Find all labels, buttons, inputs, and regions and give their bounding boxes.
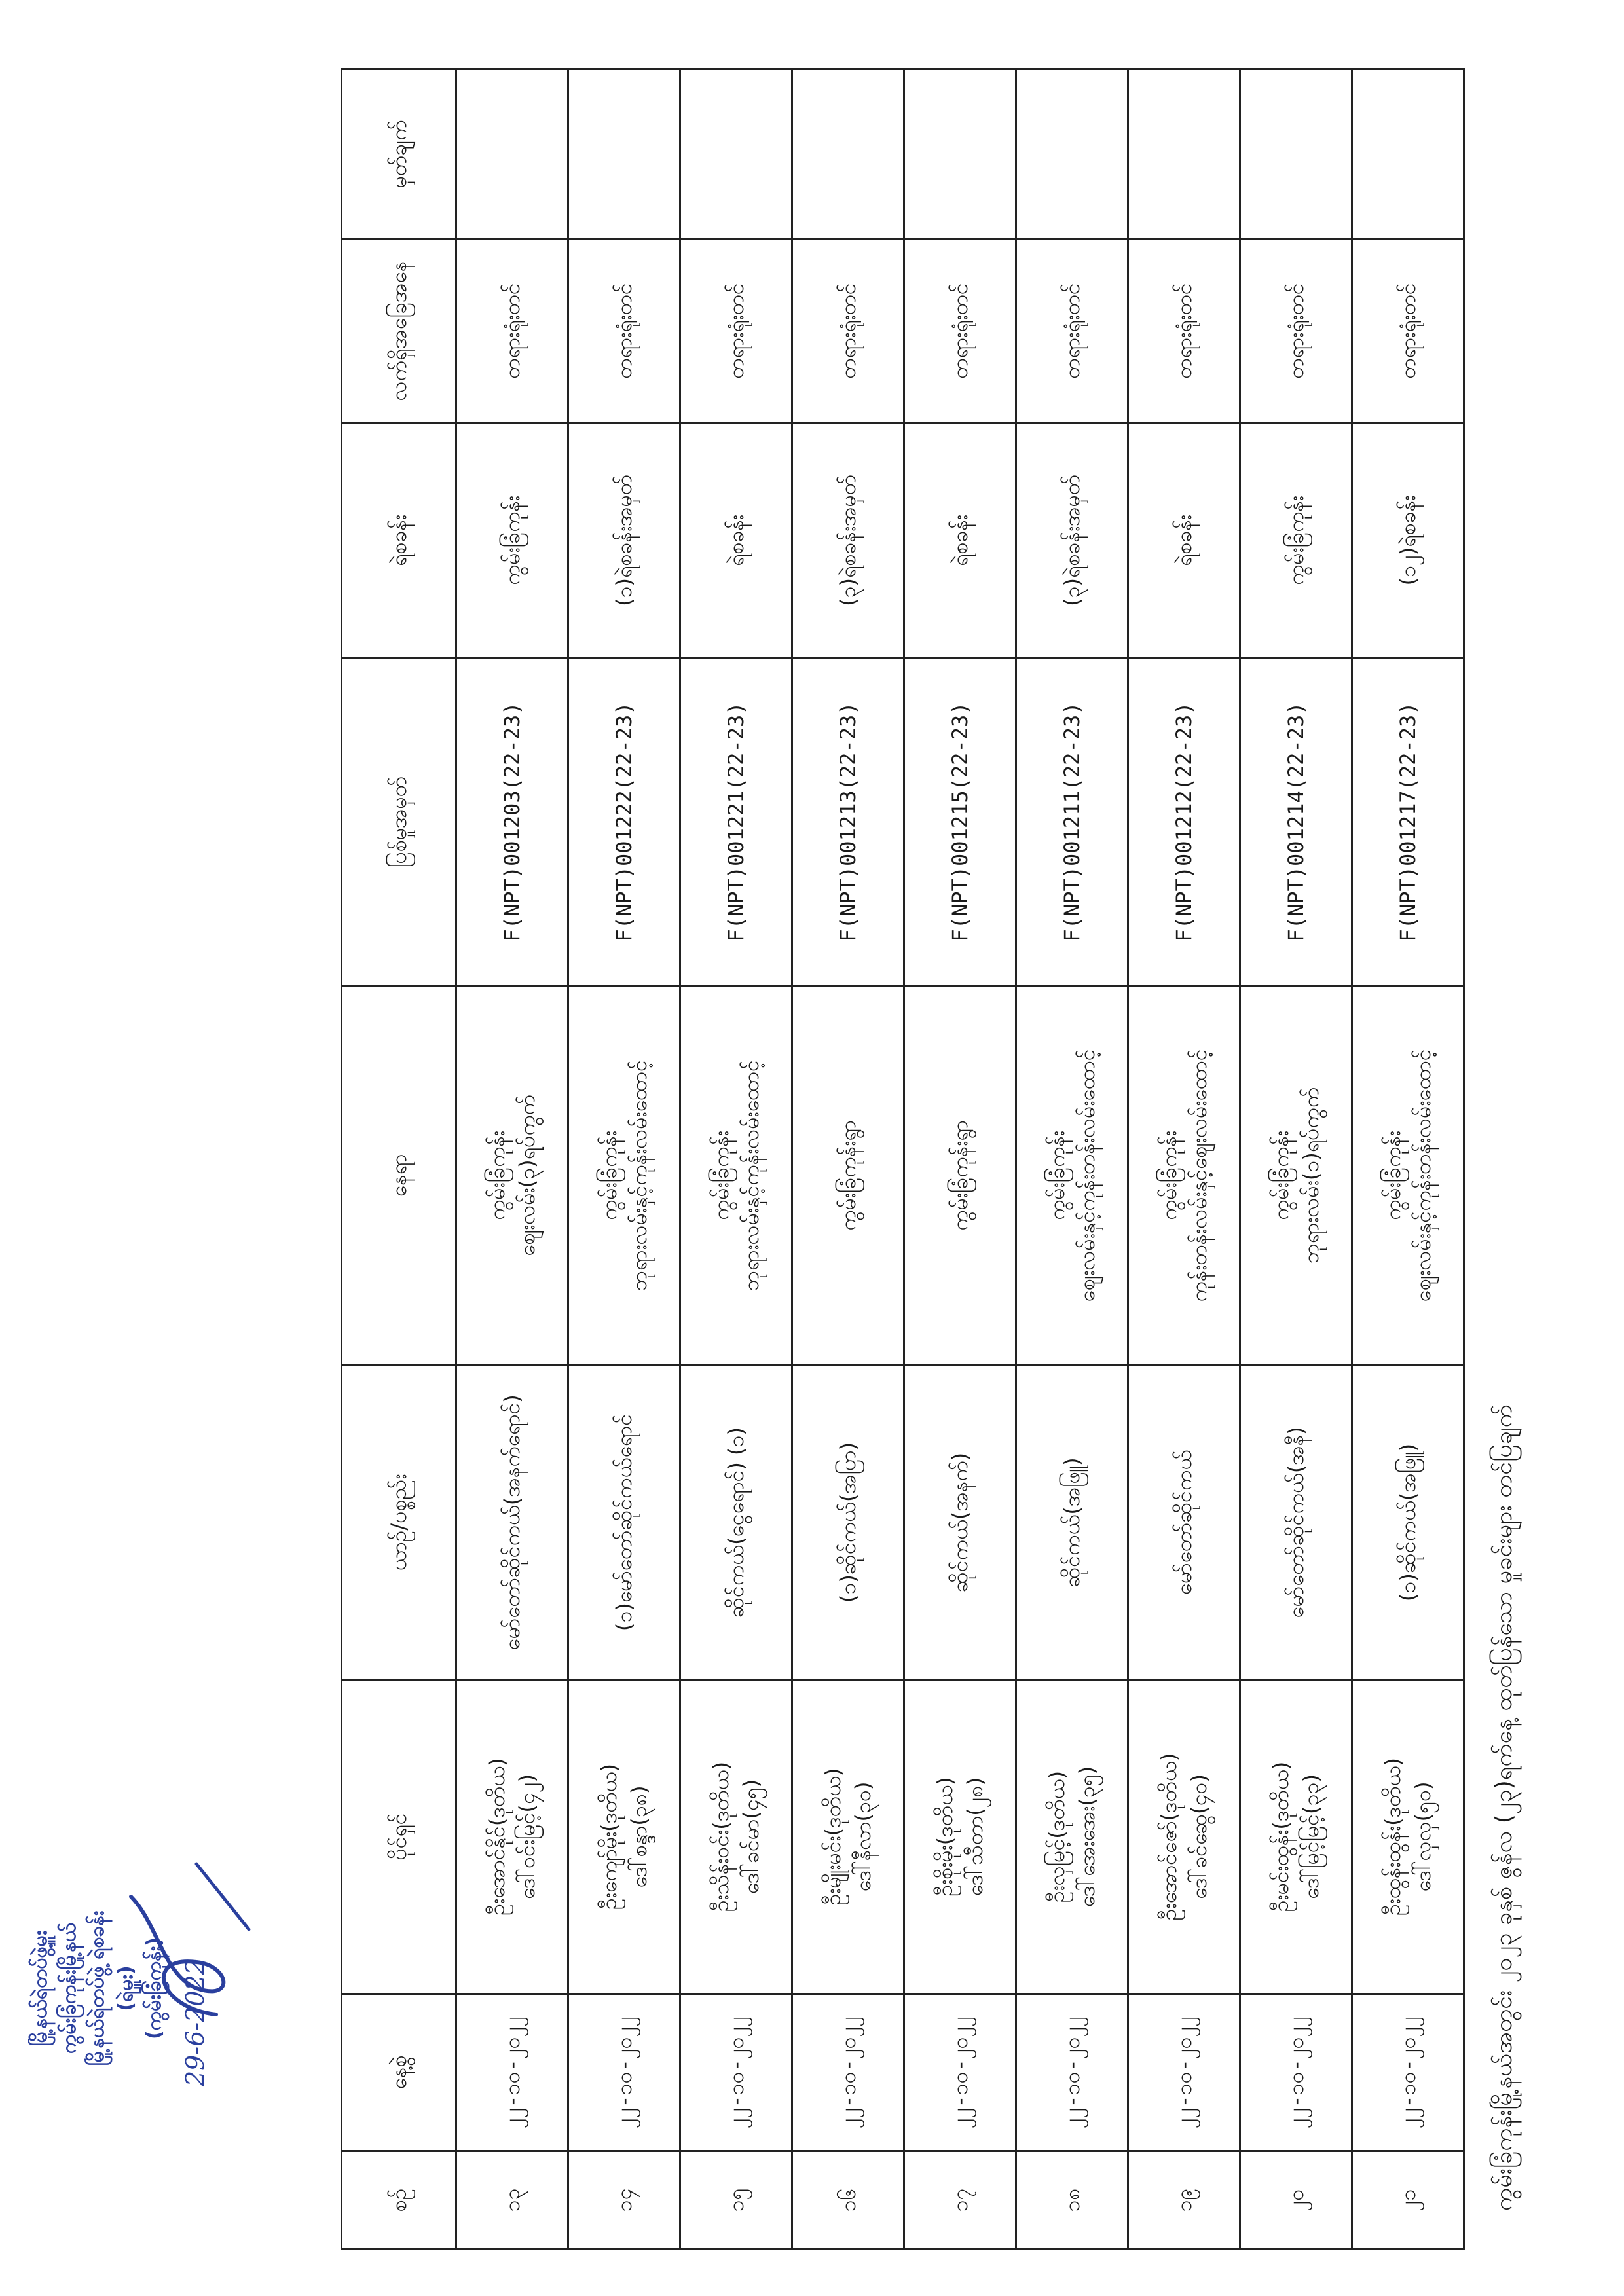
cell-vehicle: ဆိုင်ကယ်(အဖြူ) — [1016, 1366, 1128, 1680]
stamp-line-2: ကွမ်းခြံကုန်းမြို့နယ် — [57, 1923, 81, 2054]
cell-status: တရားရုံးတင် — [456, 240, 568, 423]
cell-owner — [792, 1680, 904, 1994]
cell-date: ၂၂-၁၀-၂၀၂၂ — [1352, 1994, 1464, 2151]
stamp-date: 29-6-2022 — [180, 1959, 210, 2086]
stamp-line-5: (ကွမ်းခြံကုန်း) — [143, 1937, 166, 2039]
cell-case_no: F(NPT)001215(22-23) — [904, 659, 1016, 986]
cell-date: ၂၂-၁၀-၂၀၂၂ — [1128, 1994, 1240, 2151]
cell-location-1: ကွမ်းခြံကုန်း — [1380, 1130, 1405, 1221]
cell-location — [1128, 986, 1240, 1366]
cell-location — [904, 986, 1016, 1366]
cell-owner — [1128, 1680, 1240, 1994]
cell-sr: ၁၆ — [792, 2151, 904, 2250]
cell-owner — [456, 1680, 568, 1994]
cell-owner — [1240, 1680, 1352, 1994]
header-status: လက်ရှိအခြေအနေ — [342, 240, 456, 423]
table-row — [456, 69, 568, 2250]
cell-case_no: F(NPT)001221(22-23) — [680, 659, 792, 986]
cell-location-1: ကွမ်းခြံကုန်း — [708, 1130, 733, 1221]
table-row — [1016, 69, 1128, 2250]
cell-location — [792, 986, 904, 1366]
cell-owner-1: ဦးသိန်းဝင်း(ဒုတိယ) — [708, 1761, 733, 1912]
cell-status: တရားရုံးတင် — [1352, 240, 1464, 423]
cell-location-1: ကွမ်းခြံကုန်း — [484, 1130, 509, 1221]
cell-sr: ၂၁ — [1352, 2151, 1464, 2250]
cell-station: ရဲစခန်း — [680, 423, 792, 659]
cell-owner-2: ဒေါ်ခင်ဆွေ(၄၀) — [1187, 1774, 1211, 1900]
cell-status: တရားရုံးတင် — [568, 240, 680, 423]
table-header-row — [342, 69, 456, 2250]
cell-remark — [904, 69, 1016, 240]
cell-vehicle: (၁)ဆိုင်ကယ်(အပြာ) — [792, 1366, 904, 1680]
header-sr: စဉ် — [342, 2151, 456, 2250]
cell-vehicle: မော်တော်ဆိုင်ကယ်(အနီ) — [1240, 1366, 1352, 1680]
cell-remark — [792, 69, 904, 240]
cell-location-2: ဈေးလမ်း(၃)ရပ်ကွက် — [515, 1095, 540, 1256]
cell-location-2: ဈေးလမ်းနှင့်ကုန်းတန်းလမ်းထောင့် — [1075, 1049, 1099, 1302]
cell-sr: ၁၇ — [904, 2151, 1016, 2250]
table-row — [1128, 69, 1240, 2250]
cell-status: တရားရုံးတင် — [904, 240, 1016, 423]
cell-location — [1016, 986, 1128, 1366]
cell-vehicle: ဆိုင်ကယ်(ငွေရောင်) (၁) — [680, 1366, 792, 1680]
cell-owner — [1352, 1680, 1464, 1994]
cell-date: ၂၂-၁၀-၂၀၂၂ — [456, 1994, 568, 2151]
cell-location-2: ဘုရားလမ်းနှင့်ကုန်းလမ်းထောင့် — [739, 1060, 764, 1291]
cell-remark — [680, 69, 792, 240]
cell-station: ကွမ်းခြံကုန်း — [1240, 423, 1352, 659]
cell-status: တရားရုံးတင် — [1016, 240, 1128, 423]
cell-station: ရဲစခန်း — [904, 423, 1016, 659]
header-case-no: ပြစ်မှုအမှတ် — [342, 659, 456, 986]
cell-owner-1: ဦးစိုးမိုး(ဒုတိယ) — [932, 1777, 957, 1897]
cell-vehicle: (၁)မော်တော်ဆိုင်ကယ်ရောင် — [568, 1366, 680, 1680]
cell-owner-2: ဒေါ်မြင့်မြင့်(၃၃) — [1299, 1774, 1323, 1900]
cell-owner-1: ဦးအောင်နိုင်(ဒုတိယ) — [484, 1758, 509, 1916]
cell-remark — [1240, 69, 1352, 240]
cell-location-2: ဈေးလမ်းနှင့်ကုန်းတန်းလမ်းထောင့် — [1411, 1049, 1435, 1302]
cell-owner-2: ဒေါ်စန္ဒာ(၃၈) — [627, 1785, 652, 1888]
table-row — [1240, 69, 1352, 2250]
cell-owner — [904, 1680, 1016, 1994]
document-title: ကွမ်းခြံကုန်းမြို့နယ်အတွင်း ၂၀၂၃ ခုနှစ် ဇွန်လ (၂၃)ရက်နေ့ ထုတ်ပြန်သော မှုခင်းများ တင်ပြချက် — [1490, 1404, 1517, 2211]
cell-case_no: F(NPT)001213(22-23) — [792, 659, 904, 986]
case-table — [341, 68, 1465, 2250]
cell-location-1: ကွမ်းခြံကုန်း — [1268, 1130, 1293, 1221]
cell-status: တရားရုံးတင် — [792, 240, 904, 423]
header-remark: မှတ်ချက် — [342, 69, 456, 240]
cell-station: (၃)ရဲစခန်းအမှတ် — [792, 423, 904, 659]
cell-owner — [680, 1680, 792, 1994]
cell-date: ၂၂-၁၀-၂၀၂၂ — [1240, 1994, 1352, 2151]
cell-case_no: F(NPT)001212(22-23) — [1128, 659, 1240, 986]
cell-date: ၂၂-၁၀-၂၀၂၂ — [568, 1994, 680, 2151]
cell-remark — [1128, 69, 1240, 240]
cell-location-2: ဘုရားလမ်း(၁)ရပ်ကွက် — [1299, 1087, 1323, 1264]
cell-location — [680, 986, 792, 1366]
cell-sr: ၁၃ — [456, 2151, 568, 2250]
cell-vehicle: မော်တော်ဆိုင်ကယ်(အနက်ရောင်) — [456, 1366, 568, 1680]
cell-owner-2: ဒေါ်အေးအေး(၃၅) — [1075, 1766, 1099, 1908]
cell-vehicle: မော်တော်ဆိုင်ကယ် — [1128, 1366, 1240, 1680]
cell-location-1: ကွမ်းခြံကုန်း — [1156, 1130, 1181, 1221]
stamp-line-3: မြို့နယ်ရဲတပ်ဖွဲ့ ရဲစခန်း — [86, 1910, 109, 2066]
cell-owner-1: ဦးထွန်းထွန်း(ဒုတိယ) — [1380, 1758, 1405, 1916]
cell-date: ၂၂-၁၀-၂၀၂၂ — [680, 1994, 792, 2151]
cell-date: ၂၂-၁၀-၂၀၂၂ — [904, 1994, 1016, 2151]
cell-owner-1: ဦးလှမြင့်(ဒုတိယ) — [1044, 1770, 1069, 1903]
cell-location-1: ကွမ်းခြံကုန်းရွာ — [835, 1120, 860, 1231]
cell-sr: ၁၅ — [680, 2151, 792, 2250]
stamp-line-4: (ရဲမှူး) — [114, 1965, 138, 2011]
cell-location-1: ကွမ်းခြံကုန်းရွာ — [947, 1120, 972, 1231]
cell-location-2: ဘုရားလမ်းနှင့်ကုန်းလမ်းထောင့် — [627, 1060, 652, 1291]
cell-owner — [1016, 1680, 1128, 1994]
cell-case_no: F(NPT)001214(22-23) — [1240, 659, 1352, 986]
header-owner: ပိုင်ရှင် — [342, 1680, 456, 1994]
header-station: ရဲစခန်း — [342, 423, 456, 659]
cell-owner-1: ဦးကျော်မိုး(ဒုတိယ) — [596, 1763, 621, 1910]
cell-owner-1: ဦးအောင်ဇော်(ဒုတိယ) — [1156, 1753, 1181, 1921]
cell-location — [1240, 986, 1352, 1366]
cell-station: (၁)ရဲစခန်းအမှတ် — [568, 423, 680, 659]
header-vehicle: ယာဉ်/ပစ္စည်း — [342, 1366, 456, 1680]
cell-vehicle: ဆိုင်ကယ်(အနက်) — [904, 1366, 1016, 1680]
signature-icon — [118, 1857, 268, 2028]
official-stamp — [26, 1779, 210, 2198]
cell-case_no: F(NPT)001203(22-23) — [456, 659, 568, 986]
cell-remark — [456, 69, 568, 240]
cell-status: တရားရုံးတင် — [1240, 240, 1352, 423]
cell-case_no: F(NPT)001222(22-23) — [568, 659, 680, 986]
cell-remark — [1352, 69, 1464, 240]
cell-vehicle: (၁)ဆိုင်ကယ်(အဖြူ) — [1352, 1366, 1464, 1680]
table-row — [680, 69, 792, 2250]
cell-owner-2: ဒေါ်လှလှ(၅၀) — [1411, 1781, 1435, 1892]
cell-location — [1352, 986, 1464, 1366]
cell-owner-1: ဦးမင်းထွန်း(ဒုတိယ) — [1268, 1761, 1293, 1912]
cell-remark — [1016, 69, 1128, 240]
table-row — [1352, 69, 1464, 2250]
table-row — [904, 69, 1016, 2250]
table-row — [792, 69, 904, 2250]
header-date: နေ့စွဲ — [342, 1994, 456, 2151]
cell-station: ကွမ်းခြံကုန်း — [456, 423, 568, 659]
cell-owner-2: ဒေါ်နီလာ(၃၀) — [851, 1781, 876, 1892]
header-location: နေရာ — [342, 986, 456, 1366]
cell-status: တရားရုံးတင် — [1128, 240, 1240, 423]
cell-location — [568, 986, 680, 1366]
cell-owner-2: ဒေါ်ခင်မာ(၄၅) — [739, 1779, 764, 1895]
cell-sr: ၁၈ — [1016, 2151, 1128, 2250]
cell-date: ၂၂-၁၀-၂၀၂၂ — [792, 1994, 904, 2151]
cell-owner-2: ဒေါ်ဝင်းမြင့်(၄၂) — [515, 1774, 540, 1900]
cell-location-1: ကွမ်းခြံကုန်း — [596, 1130, 621, 1221]
cell-case_no: F(NPT)001211(22-23) — [1016, 659, 1128, 986]
cell-owner-1: ဦးမျိုးမင်း(ဒုတိယ) — [820, 1768, 845, 1906]
cell-owner-2: ဒေါ်သီတာ(၂၈) — [963, 1777, 987, 1897]
cell-station: (၃)ရဲစခန်းအမှတ် — [1016, 423, 1128, 659]
cell-sr: ၁၉ — [1128, 2151, 1240, 2250]
cell-status: တရားရုံးတင် — [680, 240, 792, 423]
cell-station: ရဲစခန်း — [1128, 423, 1240, 659]
cell-owner — [568, 1680, 680, 1994]
cell-location — [456, 986, 568, 1366]
stamp-line-1: မြို့နယ်ရဲတပ်ဖွဲ့မှူး — [29, 1930, 52, 2047]
cell-sr: ၁၄ — [568, 2151, 680, 2250]
cell-case_no: F(NPT)001217(22-23) — [1352, 659, 1464, 986]
cell-remark — [568, 69, 680, 240]
cell-date: ၂၂-၁၀-၂၀၂၂ — [1016, 1994, 1128, 2151]
cell-station: (၁၂)ရဲစခန်း — [1352, 423, 1464, 659]
cell-location-1: ကွမ်းခြံကုန်း — [1044, 1130, 1069, 1221]
table-row — [568, 69, 680, 2250]
cell-location-2: ကုန်းတန်းလမ်းနှင့်ဈေးလမ်းထောင့် — [1187, 1049, 1211, 1302]
cell-sr: ၂၀ — [1240, 2151, 1352, 2250]
